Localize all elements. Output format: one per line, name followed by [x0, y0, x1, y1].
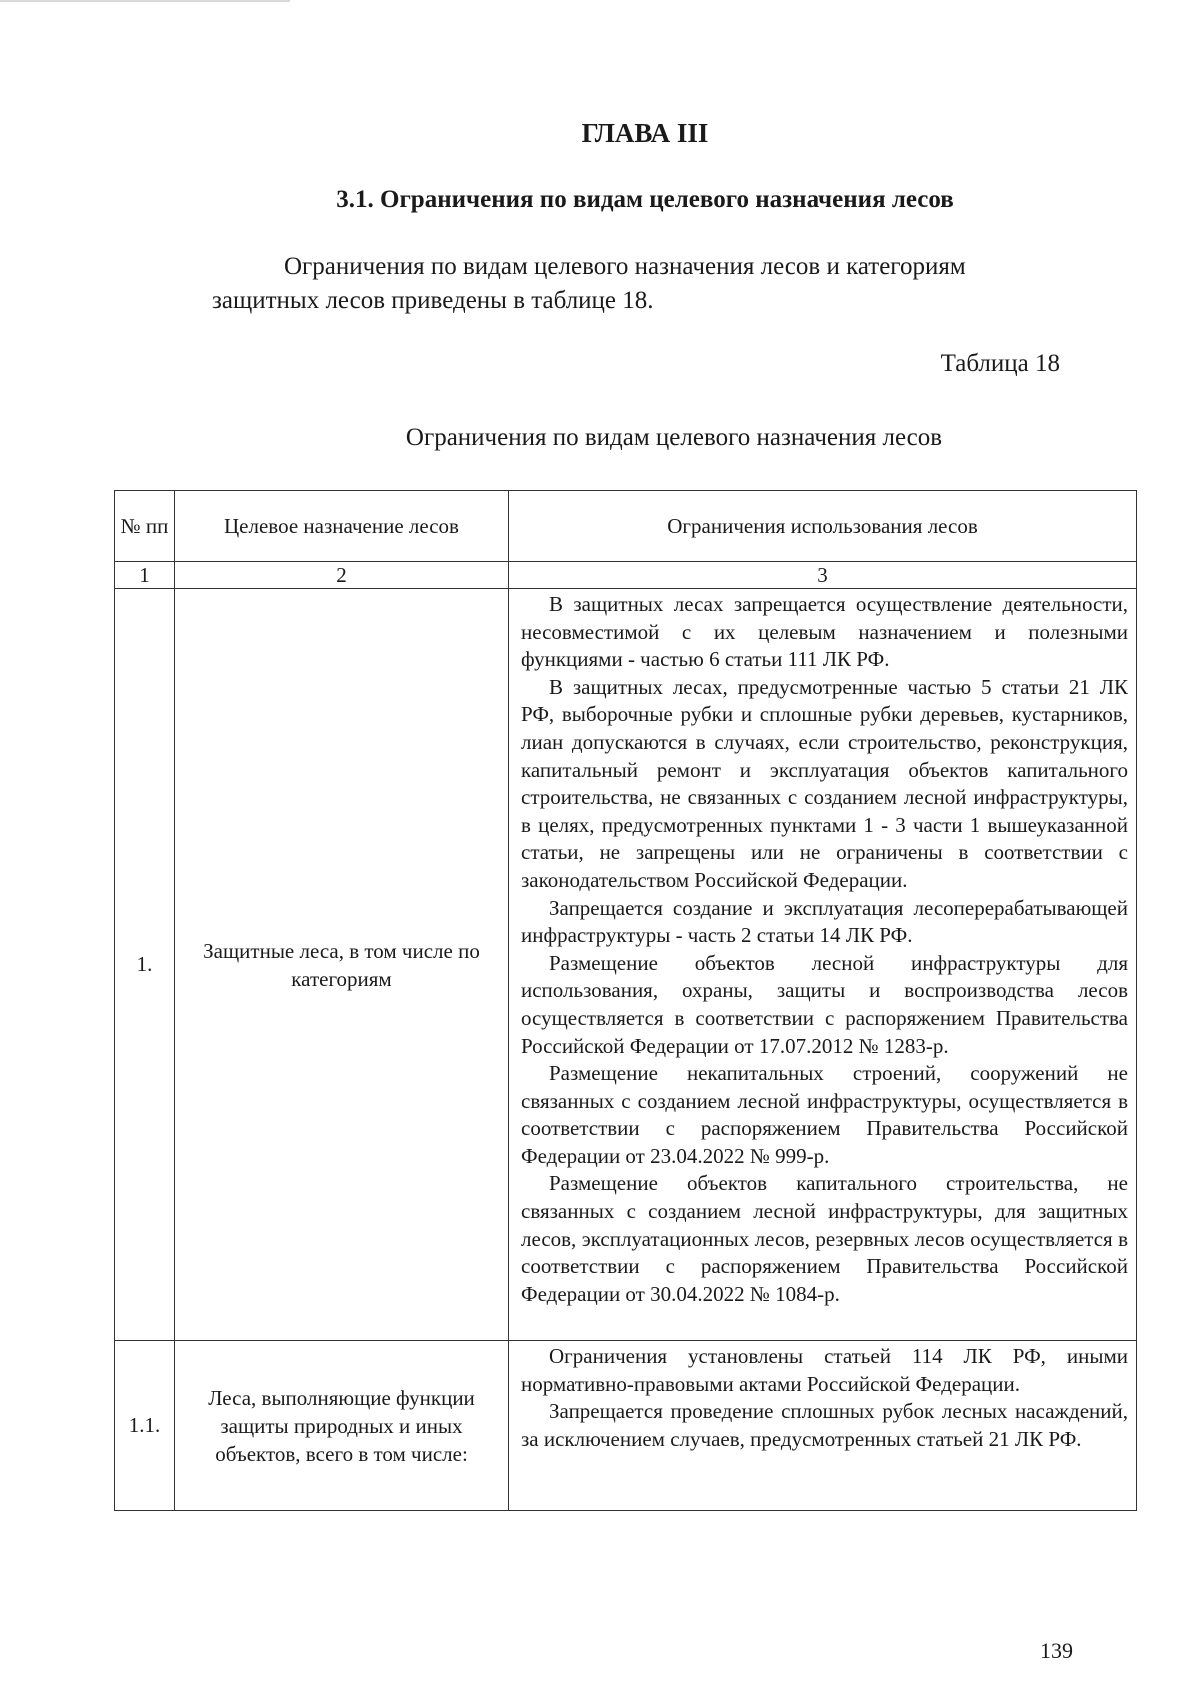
row-purpose: Защитные леса, в том числе по категориям: [175, 589, 509, 1341]
chapter-heading: ГЛАВА III: [581, 118, 709, 148]
column-number-row: [115, 562, 1137, 589]
row-number: 1.1.: [115, 1341, 175, 1511]
intro-paragraph: Ограничения по видам целевого назначения лесов и категориям защитных лесов приведены в таблице 18.: [212, 253, 966, 314]
table-row: [115, 1341, 1137, 1511]
restriction-paragraph: В защитных лесах запрещается осуществление деятельности, несовместимой с их целевым назначением и полезными функциями - частью 6 статьи 111 ЛК РФ.: [521, 592, 1128, 672]
restriction-paragraph: Запрещается создание и эксплуатация лесоперерабатывающей инфраструктуры - часть 2 статьи 14 ЛК РФ.: [521, 895, 1128, 948]
column-number: 2: [175, 562, 509, 589]
column-number: 3: [509, 562, 1137, 589]
table-row: [115, 589, 1137, 1341]
restriction-paragraph: Размещение объектов капитального строительства, не связанных с созданием лесной инфраструктуры, для защитных лесов, эксплуатационных лесов, резервных лесов осуществляется в соответствии с распоряжением Правительства Российской Федерации от 30.04.2022 № 1084-р.: [521, 1171, 1128, 1306]
table-title: Ограничения по видам целевого назначения лесов: [405, 424, 943, 451]
column-number: 1: [115, 562, 175, 589]
header-cell-restrictions: Ограничения использования лесов: [509, 491, 1137, 562]
restriction-paragraph: Ограничения установлены статьей 114 ЛК РФ, иными нормативно-правовыми актами Российской Федерации.: [521, 1344, 1128, 1396]
restriction-paragraph: В защитных лесах, предусмотренные частью 5 статьи 21 ЛК РФ, выборочные рубки и сплошные рубки деревьев, кустарников, лиан допускаются в случаях, если строительство, реконструкция, капитальный ремонт и эксплуатация объектов капитального строительства, не связанных с созданием лесной инфраструктуры, в целях, предусмотренных пунктами 1 - 3 части 1 вышеуказанной статьи, не запрещены или не ограничены в соответствии с законодательством Российской Федерации.: [521, 674, 1128, 892]
restriction-paragraph: Размещение объектов лесной инфраструктуры для использования, охраны, защиты и воспроизводства лесов осуществляется в соответствии с распоряжением Правительства Российской Федерации от 17.07.2012 № 1283-р.: [521, 950, 1128, 1058]
page-number: 139: [1040, 1638, 1073, 1663]
scan-artifact-line: [0, 0, 290, 2]
row-restrictions: [509, 589, 1137, 1341]
header-cell-number: № пп: [115, 491, 175, 562]
restriction-paragraph: Запрещается проведение сплошных рубок лесных насаждений, за исключением случаев, предусмотренных статьей 21 ЛК РФ.: [521, 1399, 1128, 1451]
restrictions-table: [114, 490, 1137, 1511]
row-purpose: Леса, выполняющие функции защиты природных и иных объектов, всего в том числе:: [175, 1341, 509, 1511]
table-number: Таблица 18: [940, 350, 1060, 377]
restriction-paragraph: Размещение некапитальных строений, сооружений не связанных с созданием лесной инфраструктуры, осуществляется в соответствии с распоряжением Правительства Российской Федерации от 23.04.2022 № 999-р.: [521, 1061, 1128, 1168]
header-cell-purpose: Целевое назначение лесов: [175, 491, 509, 562]
row-restrictions: [509, 1341, 1137, 1511]
row-number: 1.: [115, 589, 175, 1341]
section-title: 3.1. Ограничения по видам целевого назначения лесов: [336, 186, 954, 213]
table-header-row: [115, 491, 1137, 562]
